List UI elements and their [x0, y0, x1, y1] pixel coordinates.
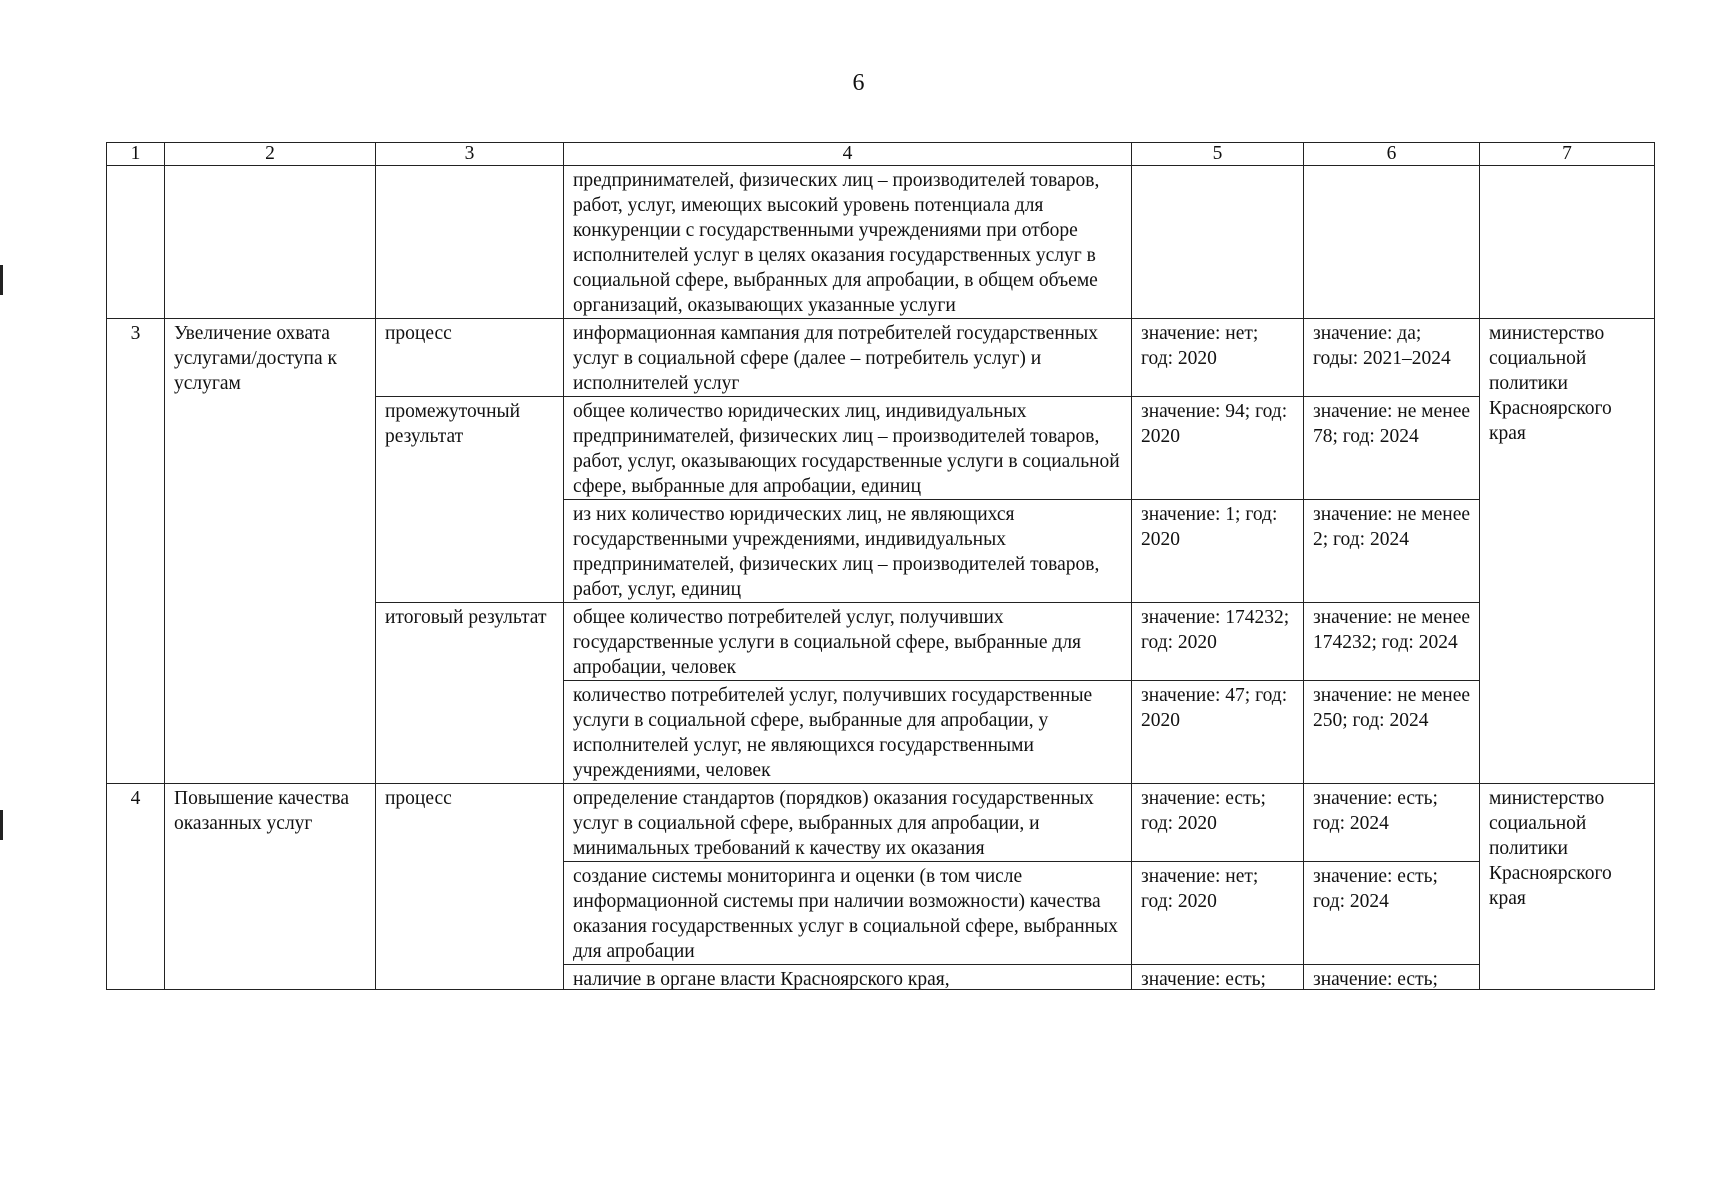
column-header: 3 — [376, 143, 564, 166]
target-value: значение: не менее 78; год: 2024 — [1304, 397, 1480, 500]
base-value: значение: 174232; год: 2020 — [1132, 603, 1304, 681]
target-value: значение: не менее 2; год: 2024 — [1304, 500, 1480, 603]
target-value: значение: да; годы: 2021–2024 — [1304, 319, 1480, 397]
indicator-type: процесс — [376, 784, 564, 990]
column-number-row — [107, 143, 1655, 166]
task-name: Увеличение охвата услугами/доступа к услугам — [165, 319, 376, 784]
column-header: 1 — [107, 143, 165, 166]
indicator-type: промежуточный результат — [376, 397, 564, 603]
target-value: значение: не менее 174232; год: 2024 — [1304, 603, 1480, 681]
task-name: Повышение качества оказанных услуг — [165, 784, 376, 990]
column-header: 5 — [1132, 143, 1304, 166]
base-value — [1132, 965, 1304, 990]
indicator-cell — [564, 965, 1132, 990]
base-value: значение: есть; год: 2020 — [1132, 784, 1304, 862]
indicator-cell: общее количество потребителей услуг, получивших государственные услуги в социальной сфере, выбранные для апробации, человек — [564, 603, 1132, 681]
target-value: значение: есть; год: 2024 — [1304, 784, 1480, 862]
column-header: 2 — [165, 143, 376, 166]
indicators-table — [106, 142, 1655, 990]
page-number: 6 — [852, 70, 865, 96]
table-row — [107, 166, 1655, 319]
indicator-cell: количество потребителей услуг, получивших государственные услуги в социальной сфере, выбранные для апробации, у исполнителей услуг, не являющихся государственными учреждениями, человек — [564, 681, 1132, 784]
responsible-body: министерство социальной политики Красноярского края — [1480, 784, 1655, 990]
truncated-text: наличие в органе власти Красноярского края, — [573, 969, 950, 989]
truncated-text: значение: есть; — [1141, 969, 1266, 989]
base-value: значение: 47; год: 2020 — [1132, 681, 1304, 784]
target-value: значение: не менее 250; год: 2024 — [1304, 681, 1480, 784]
indicator-type: итоговый результат — [376, 603, 564, 784]
indicator-type: процесс — [376, 319, 564, 397]
indicator-cell: информационная кампания для потребителей государственных услуг в социальной сфере (далее – потребитель услуг) и исполнителей услуг — [564, 319, 1132, 397]
task-number: 4 — [107, 784, 165, 990]
indicator-cell: из них количество юридических лиц, не являющихся государственными учреждениями, индивидуальных предпринимателей, физических лиц – производителей товаров, работ, услуг, единиц — [564, 500, 1132, 603]
truncated-text: значение: есть; — [1313, 969, 1438, 989]
cell-empty — [1304, 166, 1480, 319]
scan-edge-mark — [0, 265, 3, 295]
cell-empty — [1132, 166, 1304, 319]
cell-empty — [165, 166, 376, 319]
cell-empty — [107, 166, 165, 319]
column-header: 6 — [1304, 143, 1480, 166]
base-value: значение: 1; год: 2020 — [1132, 500, 1304, 603]
indicator-cell: определение стандартов (порядков) оказания государственных услуг в социальной сфере, выбранных для апробации, и минимальных требований к качеству их оказания — [564, 784, 1132, 862]
cell-empty — [1480, 166, 1655, 319]
base-value: значение: 94; год: 2020 — [1132, 397, 1304, 500]
table-row — [107, 784, 1655, 862]
indicator-cell: общее количество юридических лиц, индивидуальных предпринимателей, физических лиц – производителей товаров, работ, услуг, оказывающих государственные услуги в социальной сфере, выбранные для апробации, единиц — [564, 397, 1132, 500]
base-value: значение: нет; год: 2020 — [1132, 862, 1304, 965]
indicator-cell: создание системы мониторинга и оценки (в том числе информационной системы при наличии возможности) качества оказания государственных услуг в социальной сфере, выбранных для апробации — [564, 862, 1132, 965]
responsible-body: министерство социальной политики Красноярского края — [1480, 319, 1655, 784]
target-value — [1304, 965, 1480, 990]
column-header: 7 — [1480, 143, 1655, 166]
table-row — [107, 319, 1655, 397]
target-value: значение: есть; год: 2024 — [1304, 862, 1480, 965]
cell-empty — [376, 166, 564, 319]
base-value: значение: нет; год: 2020 — [1132, 319, 1304, 397]
indicator-cell: предпринимателей, физических лиц – производителей товаров, работ, услуг, имеющих высокий уровень потенциала для конкуренции с государственными учреждениями при отборе исполнителей услуг в целях оказания государственных услуг в социальной сфере, выбранных для апробации, в общем объеме организаций, оказывающих указанные услуги — [564, 166, 1132, 319]
scan-edge-mark — [0, 810, 3, 840]
task-number: 3 — [107, 319, 165, 784]
column-header: 4 — [564, 143, 1132, 166]
